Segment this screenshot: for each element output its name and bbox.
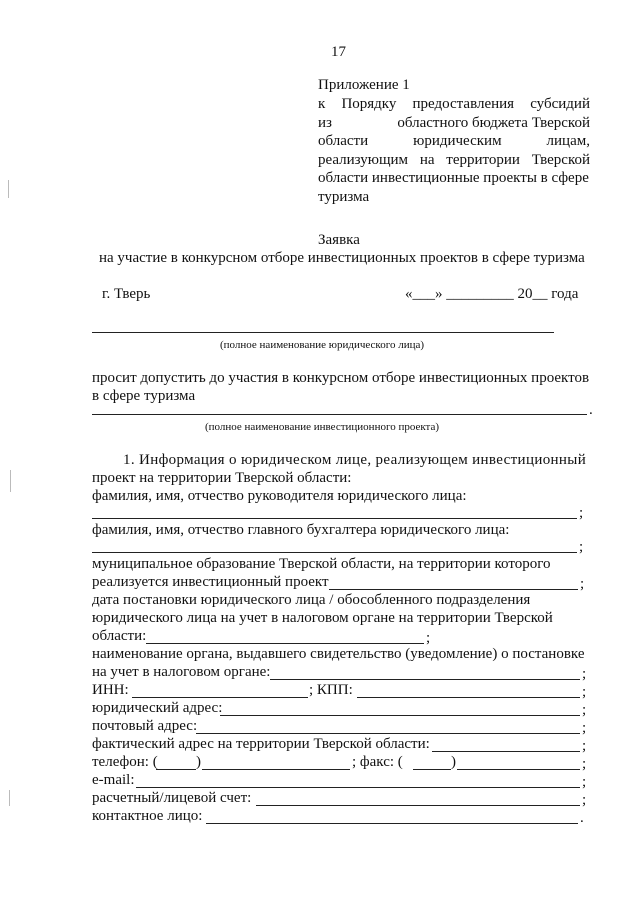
end-dot: . [580,810,584,826]
semicolon: ; [579,539,584,555]
scan-margin-mark [9,790,10,806]
actual-address-field[interactable] [432,751,580,752]
kpp-field[interactable] [357,697,580,698]
fax-close: ) [451,754,456,770]
appendix-line: области юридическим лицам, [318,133,590,149]
postal-address-label: почтовый адрес: [92,718,198,734]
phone-close: ) [196,754,201,770]
scan-margin-mark [10,470,11,492]
contact-field[interactable] [206,823,578,824]
authority-field[interactable] [270,679,580,680]
document-subtitle: на участие в конкурсном отборе инвестиционных проектов в сфере туризма [99,250,585,266]
account-label: расчетный/лицевой счет: [92,790,252,806]
director-label: фамилия, имя, отчество руководителя юридического лица: [92,488,467,504]
authority-label: на учет в налоговом органе: [92,664,271,680]
legal-name-caption: (полное наименование юридического лица) [220,339,425,351]
semicolon: ; [582,792,587,808]
appendix-line: туризма [318,188,370,205]
page-number: 17 [331,44,346,60]
registration-label: юридического лица на учет в налоговом органе на территории Тверской [92,610,553,626]
fax-code-field[interactable] [413,769,451,770]
section-heading: 1. Информация о юридическом лице, реализующем инвестиционный [123,452,587,468]
contact-label: контактное лицо: [92,808,203,824]
registration-label: дата постановки юридического лица / обособленного подразделения [92,592,531,608]
email-field[interactable] [136,787,580,788]
fax-label: ; факс: ( [352,754,403,770]
email-label: e-mail: [92,772,135,788]
request-text: в сфере туризма [92,388,196,404]
appendix-title: Приложение 1 [318,77,410,93]
document-title: Заявка [318,232,360,248]
project-name-caption: (полное наименование инвестиционного проекта) [205,421,440,433]
date-field: «___» _________ 20__ года [405,286,579,302]
accountant-label: фамилия, имя, отчество главного бухгалтера юридического лица: [92,522,510,538]
semicolon: ; [582,702,587,718]
appendix-block [318,95,590,206]
request-text: просит допустить до участия в конкурсном отборе инвестиционных проектов [92,370,590,386]
actual-address-label: фактический адрес на территории Тверской области: [92,736,430,752]
inn-field[interactable] [132,697,308,698]
postal-address-field[interactable] [196,733,580,734]
kpp-label: ; КПП: [309,682,353,698]
phone-field[interactable] [202,769,350,770]
accountant-field[interactable] [92,552,577,553]
municipality-field[interactable] [329,589,578,590]
project-name-line[interactable] [92,414,587,415]
appendix-line: к Порядку предоставления субсидий [318,96,590,112]
end-dot: . [589,402,593,418]
semicolon: ; [582,738,587,754]
semicolon: ; [582,684,587,700]
appendix-line: реализующим на территории Тверской [318,151,590,168]
semicolon: ; [580,576,585,592]
phone-code-field[interactable] [156,769,196,770]
semicolon: ; [426,630,431,646]
section-heading: проект на территории Тверской области: [92,470,352,486]
authority-label: наименование органа, выдавшего свидетельство (уведомление) о постановке [92,646,585,662]
legal-name-line[interactable] [92,332,554,333]
registration-label: области: [92,628,147,644]
semicolon: ; [579,505,584,521]
legal-address-label: юридический адрес: [92,700,223,716]
municipality-label: реализуется инвестиционный проект [92,574,329,590]
fax-field[interactable] [457,769,580,770]
account-field[interactable] [256,805,580,806]
semicolon: ; [582,666,587,682]
registration-date-field[interactable] [146,643,424,644]
appendix-line: области инвестиционные проекты в сфере [318,170,589,186]
inn-label: ИНН: [92,682,129,698]
semicolon: ; [582,774,587,790]
appendix-line: из областного бюджета Тверской [318,114,590,131]
phone-label: телефон: ( [92,754,158,770]
municipality-label: муниципальное образование Тверской области, на территории которого [92,556,551,572]
director-field[interactable] [92,518,577,519]
semicolon: ; [582,720,587,736]
place: г. Тверь [102,286,151,302]
legal-address-field[interactable] [220,715,580,716]
scan-margin-mark [8,180,9,198]
semicolon: ; [582,756,587,772]
